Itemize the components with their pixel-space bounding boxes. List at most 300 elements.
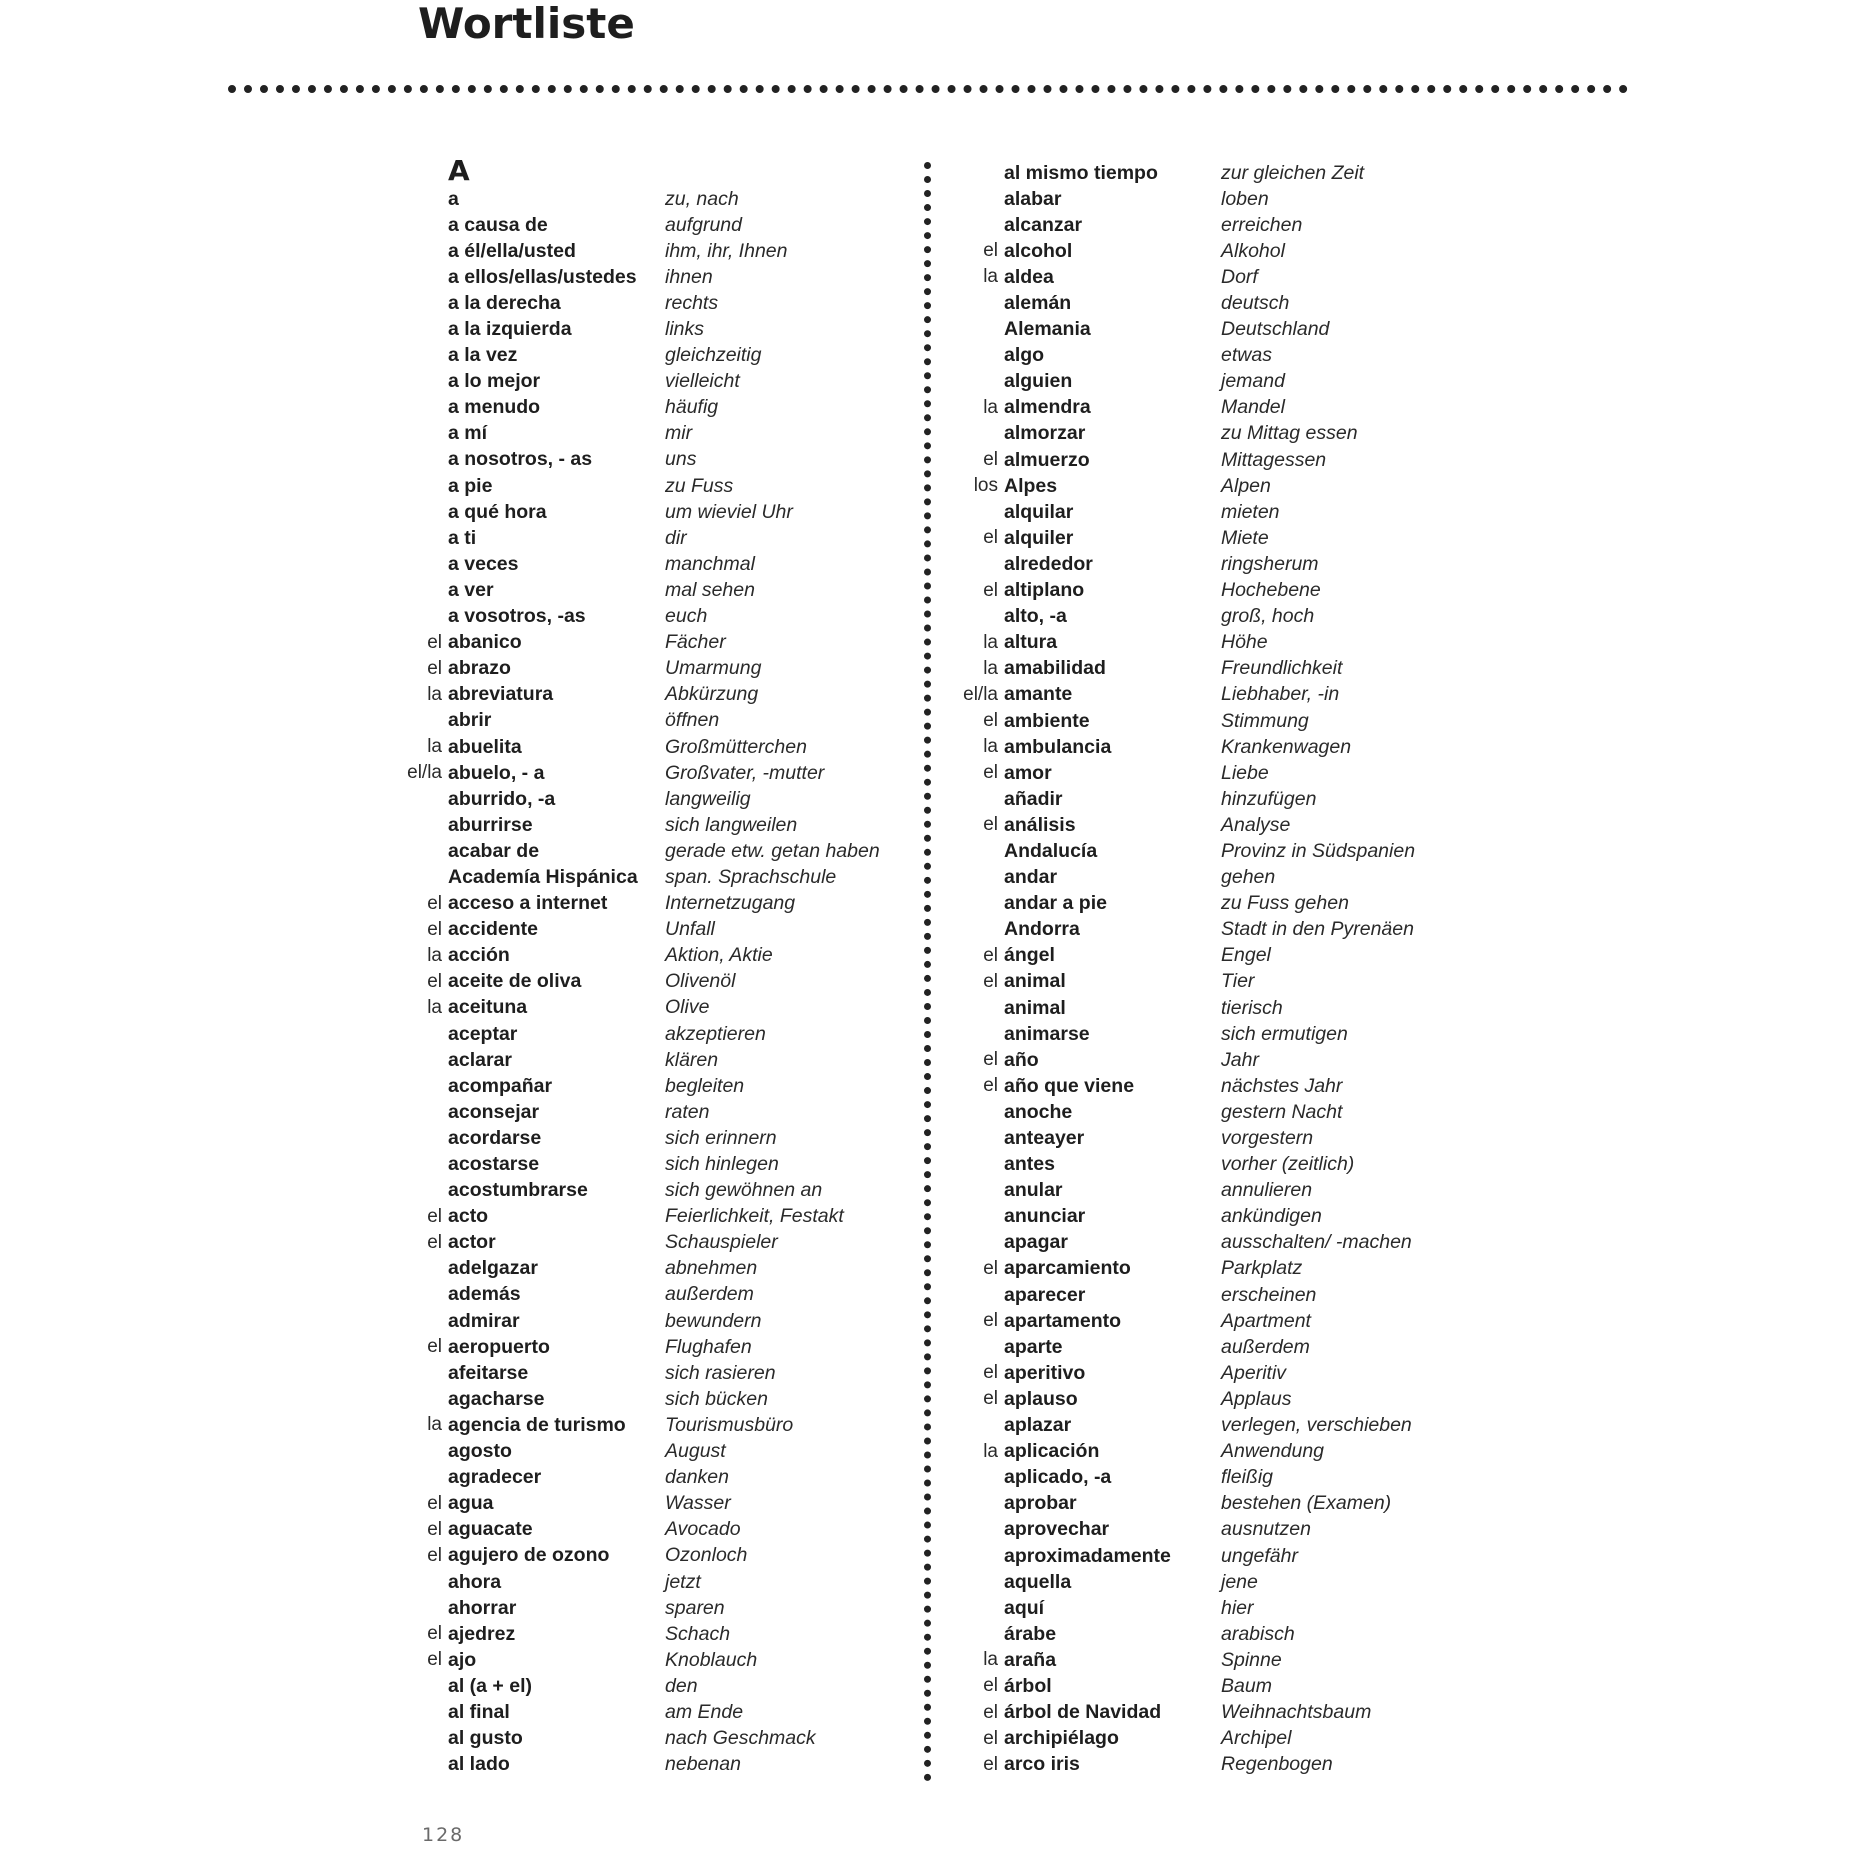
entry-spanish-term: ambiente — [1004, 709, 1090, 732]
word-entry — [940, 656, 1415, 682]
word-entry — [380, 551, 880, 577]
entry-spanish-term: aperitivo — [1004, 1361, 1086, 1384]
entry-german-translation: Aperitiv — [1221, 1361, 1287, 1384]
entry-german-translation: Liebe — [1221, 761, 1269, 784]
entry-spanish-term: agosto — [448, 1440, 512, 1463]
word-entry — [380, 1073, 880, 1099]
word-entry — [940, 1647, 1415, 1673]
entry-spanish-term: al mismo tiempo — [1004, 161, 1158, 184]
entry-spanish-term: alcanzar — [1004, 213, 1083, 236]
entry-spanish-term: aquí — [1004, 1596, 1045, 1619]
entry-german-translation: annulieren — [1221, 1179, 1313, 1202]
entry-german-translation: nebenan — [665, 1753, 741, 1776]
entry-spanish-term: a mí — [448, 422, 488, 445]
word-entry — [940, 1047, 1415, 1073]
entry-german-translation: span. Sprachschule — [665, 865, 837, 888]
word-entry — [380, 1021, 880, 1047]
entry-article: el — [983, 944, 998, 966]
entry-spanish-term: abuelo, - a — [448, 761, 545, 784]
word-entry — [380, 1151, 880, 1177]
word-entry — [940, 317, 1415, 343]
entry-german-translation: um wieviel Uhr — [665, 500, 793, 523]
word-entry — [380, 1360, 880, 1386]
word-entry — [380, 290, 880, 316]
entry-german-translation: außerdem — [1221, 1335, 1310, 1358]
entry-spanish-term: a qué hora — [448, 500, 547, 523]
entry-article: el — [983, 1362, 998, 1384]
entry-spanish-term: almuerzo — [1004, 448, 1090, 471]
entry-spanish-term: a — [448, 187, 459, 210]
entry-spanish-term: aceituna — [448, 996, 528, 1019]
entry-german-translation: rechts — [665, 291, 719, 314]
word-entry — [940, 1439, 1415, 1465]
entry-german-translation: mir — [665, 422, 693, 445]
entry-german-translation: deutsch — [1221, 292, 1290, 315]
word-entry — [940, 1125, 1415, 1151]
entry-german-translation: hier — [1221, 1596, 1254, 1619]
entry-article: los — [973, 475, 998, 497]
entry-german-translation: Mittagessen — [1221, 448, 1327, 471]
entry-spanish-term: andar — [1004, 866, 1058, 889]
entry-article: el — [427, 631, 442, 653]
entry-spanish-term: alguien — [1004, 370, 1073, 393]
entry-german-translation: ringsherum — [1221, 552, 1319, 575]
word-entry — [940, 369, 1415, 395]
entry-german-translation: sparen — [665, 1596, 725, 1619]
entry-article: el — [983, 1675, 998, 1697]
word-entry — [940, 1700, 1415, 1726]
entry-article: la — [983, 1440, 998, 1462]
entry-german-translation: tierisch — [1221, 996, 1283, 1019]
entry-spanish-term: aplazar — [1004, 1414, 1072, 1437]
entry-spanish-term: andar a pie — [1004, 892, 1107, 915]
entry-spanish-term: a pie — [448, 474, 493, 497]
entry-spanish-term: actor — [448, 1231, 496, 1254]
word-entry — [380, 734, 880, 760]
entry-article: el — [983, 970, 998, 992]
entry-article: el — [427, 892, 442, 914]
word-entry — [380, 1673, 880, 1699]
entry-article: el — [983, 240, 998, 262]
entry-article: el — [427, 1205, 442, 1227]
entry-german-translation: Stadt in den Pyrenäen — [1221, 918, 1414, 941]
entry-german-translation: euch — [665, 605, 708, 628]
entry-spanish-term: anteayer — [1004, 1127, 1085, 1150]
word-entry — [940, 943, 1415, 969]
word-entry — [380, 604, 880, 630]
entry-article: el — [983, 1257, 998, 1279]
entry-article: el — [427, 1518, 442, 1540]
entry-german-translation: Apartment — [1221, 1309, 1311, 1332]
entry-german-translation: uns — [665, 448, 697, 471]
entry-article: el — [983, 710, 998, 732]
entry-german-translation: Engel — [1221, 944, 1271, 967]
entry-spanish-term: afeitarse — [448, 1361, 529, 1384]
entry-german-translation: sich hinlegen — [665, 1153, 779, 1176]
entry-spanish-term: altiplano — [1004, 579, 1085, 602]
entry-spanish-term: aburrirse — [448, 813, 533, 836]
word-entry — [380, 943, 880, 969]
word-entry — [380, 682, 880, 708]
entry-spanish-term: Alemania — [1004, 318, 1091, 341]
entry-german-translation: Schauspieler — [665, 1231, 778, 1254]
word-entry — [940, 734, 1415, 760]
word-entry — [380, 760, 880, 786]
entry-german-translation: Miete — [1221, 526, 1269, 549]
entry-spanish-term: año — [1004, 1048, 1039, 1071]
entry-spanish-term: amor — [1004, 761, 1052, 784]
word-entry — [940, 1308, 1415, 1334]
entry-german-translation: raten — [665, 1100, 710, 1123]
entry-spanish-term: almorzar — [1004, 422, 1086, 445]
entry-german-translation: Deutschland — [1221, 318, 1330, 341]
entry-article: el — [983, 1049, 998, 1071]
entry-spanish-term: animarse — [1004, 1022, 1090, 1045]
entry-spanish-term: archipiélago — [1004, 1727, 1119, 1750]
entry-article: el — [983, 1727, 998, 1749]
entry-article: el — [427, 1231, 442, 1253]
entry-german-translation: bestehen (Examen) — [1221, 1492, 1392, 1515]
dotted-divider-horizontal — [228, 85, 1628, 93]
entry-german-translation: gestern Nacht — [1221, 1100, 1343, 1123]
word-entry — [940, 1099, 1415, 1125]
entry-spanish-term: acostumbrarse — [448, 1179, 588, 1202]
word-entry — [940, 525, 1415, 551]
entry-article: la — [983, 736, 998, 758]
word-entry — [380, 1699, 880, 1725]
word-entry — [940, 578, 1415, 604]
word-entry — [940, 1517, 1415, 1543]
entry-spanish-term: ambulancia — [1004, 735, 1112, 758]
word-entry — [940, 865, 1415, 891]
entry-german-translation: zu, nach — [665, 187, 739, 210]
entry-german-translation: Internetzugang — [665, 892, 796, 915]
word-entry — [380, 1099, 880, 1125]
word-entry — [940, 499, 1415, 525]
entry-spanish-term: alemán — [1004, 292, 1072, 315]
entry-german-translation: fleißig — [1221, 1466, 1274, 1489]
entry-german-translation: Weihnachtsbaum — [1221, 1701, 1372, 1724]
entry-article: la — [427, 996, 442, 1018]
entry-german-translation: ausnutzen — [1221, 1518, 1311, 1541]
entry-spanish-term: aplicación — [1004, 1440, 1100, 1463]
entry-spanish-term: anular — [1004, 1179, 1063, 1202]
word-entry — [940, 264, 1415, 290]
entry-spanish-term: Andalucía — [1004, 839, 1098, 862]
entry-spanish-term: a ver — [448, 578, 494, 601]
word-entry — [380, 473, 880, 499]
entry-spanish-term: árbol — [1004, 1674, 1052, 1697]
entry-article: el — [427, 657, 442, 679]
entry-spanish-term: aceite de oliva — [448, 970, 582, 993]
word-entry — [380, 812, 880, 838]
entry-spanish-term: Alpes — [1004, 474, 1058, 497]
entry-spanish-term: alto, -a — [1004, 605, 1067, 628]
word-entry — [940, 838, 1415, 864]
word-entry — [380, 525, 880, 551]
entry-german-translation: bewundern — [665, 1309, 762, 1332]
entry-article: el — [983, 1388, 998, 1410]
word-entry — [380, 1517, 880, 1543]
word-entry — [380, 1569, 880, 1595]
entry-spanish-term: anoche — [1004, 1100, 1073, 1123]
entry-german-translation: am Ende — [665, 1700, 744, 1723]
entry-german-translation: vorher (zeitlich) — [1221, 1153, 1355, 1176]
entry-german-translation: Olive — [665, 996, 710, 1019]
entry-spanish-term: añadir — [1004, 787, 1063, 810]
word-entry — [380, 1334, 880, 1360]
page-number: 128 — [422, 1824, 465, 1846]
entry-german-translation: Fächer — [665, 631, 726, 654]
entry-german-translation: öffnen — [665, 709, 720, 732]
entry-spanish-term: animal — [1004, 996, 1066, 1019]
entry-german-translation: nach Geschmack — [665, 1727, 816, 1750]
entry-spanish-term: ahora — [448, 1570, 502, 1593]
entry-spanish-term: abanico — [448, 631, 522, 654]
word-entry — [380, 1439, 880, 1465]
entry-spanish-term: ahorrar — [448, 1596, 517, 1619]
word-entry — [380, 1308, 880, 1334]
entry-german-translation: Anwendung — [1221, 1440, 1325, 1463]
word-entry — [940, 1673, 1415, 1699]
entry-spanish-term: amabilidad — [1004, 657, 1106, 680]
word-entry — [940, 1413, 1415, 1439]
entry-spanish-term: accidente — [448, 918, 538, 941]
entry-german-translation: Archipel — [1221, 1727, 1292, 1750]
entry-spanish-term: altura — [1004, 631, 1058, 654]
entry-german-translation: Umarmung — [665, 657, 762, 680]
entry-german-translation: Flughafen — [665, 1335, 752, 1358]
entry-german-translation: jetzt — [665, 1570, 701, 1593]
entry-german-translation: Applaus — [1221, 1387, 1292, 1410]
word-entry — [940, 1073, 1415, 1099]
entry-article: el — [427, 1336, 442, 1358]
entry-german-translation: Spinne — [1221, 1648, 1282, 1671]
entry-german-translation: Ozonloch — [665, 1544, 748, 1567]
entry-spanish-term: algo — [1004, 344, 1045, 367]
page-title: Wortliste — [418, 0, 635, 48]
entry-spanish-term: además — [448, 1283, 521, 1306]
entry-german-translation: Schach — [665, 1622, 731, 1645]
entry-german-translation: arabisch — [1221, 1622, 1295, 1645]
word-entry — [940, 1360, 1415, 1386]
entry-german-translation: sich bücken — [665, 1387, 768, 1410]
entry-spanish-term: a ti — [448, 526, 477, 549]
entry-article: el — [983, 814, 998, 836]
entry-german-translation: mal sehen — [665, 578, 755, 601]
entry-spanish-term: al final — [448, 1700, 510, 1723]
word-entry — [940, 1152, 1415, 1178]
entry-german-translation: Wasser — [665, 1492, 731, 1515]
entry-spanish-term: acceso a internet — [448, 892, 608, 915]
word-entry — [940, 551, 1415, 577]
entry-german-translation: Alkohol — [1221, 239, 1285, 262]
entry-article: la — [427, 683, 442, 705]
word-entry — [940, 395, 1415, 421]
entry-spanish-term: apartamento — [1004, 1309, 1122, 1332]
word-entry — [380, 1047, 880, 1073]
entry-german-translation: sich rasieren — [665, 1361, 776, 1384]
entry-spanish-term: apagar — [1004, 1231, 1068, 1254]
word-entry — [940, 1752, 1415, 1778]
entry-spanish-term: aparecer — [1004, 1283, 1086, 1306]
word-entry — [380, 1230, 880, 1256]
entry-spanish-term: a la izquierda — [448, 318, 572, 341]
entry-german-translation: Tourismusbüro — [665, 1413, 794, 1436]
entry-german-translation: Krankenwagen — [1221, 735, 1352, 758]
entry-article: el — [983, 527, 998, 549]
entry-spanish-term: ajo — [448, 1648, 477, 1671]
word-entry — [940, 630, 1415, 656]
entry-spanish-term: acordarse — [448, 1126, 542, 1149]
word-entry — [380, 395, 880, 421]
entry-spanish-term: año que viene — [1004, 1074, 1135, 1097]
entry-article: la — [983, 266, 998, 288]
entry-article: el — [983, 1753, 998, 1775]
word-entry — [380, 421, 880, 447]
entry-german-translation: erscheinen — [1221, 1283, 1317, 1306]
entry-spanish-term: adelgazar — [448, 1257, 538, 1280]
entry-spanish-term: acción — [448, 944, 510, 967]
entry-german-translation: vielleicht — [665, 370, 740, 393]
entry-spanish-term: anunciar — [1004, 1205, 1086, 1228]
entry-spanish-term: árabe — [1004, 1622, 1057, 1645]
entry-spanish-term: aceptar — [448, 1022, 518, 1045]
entry-spanish-term: agradecer — [448, 1466, 542, 1489]
entry-article: la — [427, 736, 442, 758]
entry-article: la — [983, 657, 998, 679]
entry-german-translation: akzeptieren — [665, 1022, 766, 1045]
entry-spanish-term: araña — [1004, 1648, 1057, 1671]
entry-spanish-term: aparcamiento — [1004, 1257, 1131, 1280]
entry-spanish-term: a lo mejor — [448, 370, 541, 393]
entry-article: la — [427, 1414, 442, 1436]
entry-spanish-term: a vosotros, -as — [448, 605, 586, 628]
entry-spanish-term: alquilar — [1004, 500, 1074, 523]
word-list-right-column — [940, 160, 1415, 1778]
word-entry — [380, 656, 880, 682]
entry-german-translation: Tier — [1221, 970, 1255, 993]
entry-article: el — [983, 579, 998, 601]
entry-spanish-term: antes — [1004, 1153, 1055, 1176]
entry-german-translation: Großvater, -mutter — [665, 761, 825, 784]
entry-article: el — [983, 1310, 998, 1332]
entry-german-translation: dir — [665, 526, 687, 549]
entry-spanish-term: ángel — [1004, 944, 1055, 967]
word-entry — [380, 1256, 880, 1282]
entry-german-translation: manchmal — [665, 552, 755, 575]
word-entry — [940, 1282, 1415, 1308]
entry-german-translation: Analyse — [1221, 813, 1291, 836]
entry-article: el — [983, 1701, 998, 1723]
word-entry — [380, 1491, 880, 1517]
word-entry — [380, 447, 880, 473]
entry-german-translation: sich langweilen — [665, 813, 798, 836]
entry-article: el — [427, 1649, 442, 1671]
entry-german-translation: zu Fuss — [665, 474, 734, 497]
entry-spanish-term: abrazo — [448, 657, 511, 680]
word-entry — [940, 812, 1415, 838]
entry-article: la — [983, 631, 998, 653]
word-entry — [380, 838, 880, 864]
entry-spanish-term: admirar — [448, 1309, 520, 1332]
word-entry — [940, 604, 1415, 630]
entry-german-translation: gehen — [1221, 866, 1276, 889]
entry-german-translation: vorgestern — [1221, 1127, 1314, 1150]
entry-article: el — [427, 918, 442, 940]
entry-spanish-term: análisis — [1004, 813, 1076, 836]
entry-german-translation: jemand — [1221, 370, 1285, 393]
entry-german-translation: gerade etw. getan haben — [665, 839, 880, 862]
entry-spanish-term: a él/ella/usted — [448, 239, 576, 262]
entry-spanish-term: Andorra — [1004, 918, 1080, 941]
entry-spanish-term: aquella — [1004, 1570, 1072, 1593]
entry-spanish-term: animal — [1004, 970, 1066, 993]
word-entry — [940, 708, 1415, 734]
entry-german-translation: Dorf — [1221, 265, 1258, 288]
entry-german-translation: jene — [1221, 1570, 1258, 1593]
word-entry — [940, 447, 1415, 473]
word-entry — [380, 499, 880, 525]
entry-german-translation: Höhe — [1221, 631, 1268, 654]
entry-german-translation: mieten — [1221, 500, 1280, 523]
entry-article: el — [427, 1544, 442, 1566]
entry-spanish-term: aprobar — [1004, 1492, 1077, 1515]
word-entry — [940, 917, 1415, 943]
entry-spanish-term: alcohol — [1004, 239, 1073, 262]
word-entry — [380, 1726, 880, 1752]
entry-german-translation: August — [665, 1440, 726, 1463]
entry-german-translation: Knoblauch — [665, 1648, 758, 1671]
entry-spanish-term: Academía Hispánica — [448, 865, 638, 888]
entry-article: la — [983, 1649, 998, 1671]
entry-spanish-term: agua — [448, 1492, 494, 1515]
entry-spanish-term: a nosotros, - as — [448, 448, 593, 471]
word-entry — [380, 1282, 880, 1308]
word-entry — [940, 186, 1415, 212]
word-entry — [380, 316, 880, 342]
word-entry — [380, 1647, 880, 1673]
word-entry — [940, 1543, 1415, 1569]
entry-german-translation: begleiten — [665, 1074, 745, 1097]
word-entry — [940, 786, 1415, 812]
entry-spanish-term: a la derecha — [448, 291, 561, 314]
entry-spanish-term: al lado — [448, 1753, 510, 1776]
word-entry — [940, 421, 1415, 447]
entry-german-translation: Aktion, Aktie — [665, 944, 773, 967]
letter-heading: A — [448, 154, 470, 187]
entry-german-translation: häufig — [665, 396, 719, 419]
entry-german-translation: verlegen, verschieben — [1221, 1414, 1412, 1437]
entry-german-translation: zu Fuss gehen — [1221, 892, 1349, 915]
entry-german-translation: erreichen — [1221, 213, 1303, 236]
entry-spanish-term: aprovechar — [1004, 1518, 1110, 1541]
entry-article: el/la — [407, 762, 442, 784]
word-list-left-column — [380, 186, 880, 1778]
word-entry — [380, 1386, 880, 1412]
entry-german-translation: ihm, ihr, Ihnen — [665, 239, 788, 262]
word-entry — [380, 1412, 880, 1438]
entry-german-translation: etwas — [1221, 344, 1272, 367]
entry-german-translation: Hochebene — [1221, 579, 1321, 602]
word-entry — [380, 1752, 880, 1778]
entry-german-translation: klären — [665, 1048, 719, 1071]
entry-spanish-term: a veces — [448, 552, 519, 575]
word-entry — [940, 1334, 1415, 1360]
word-entry — [940, 473, 1415, 499]
entry-german-translation: nächstes Jahr — [1221, 1074, 1343, 1097]
entry-spanish-term: abreviatura — [448, 683, 554, 706]
